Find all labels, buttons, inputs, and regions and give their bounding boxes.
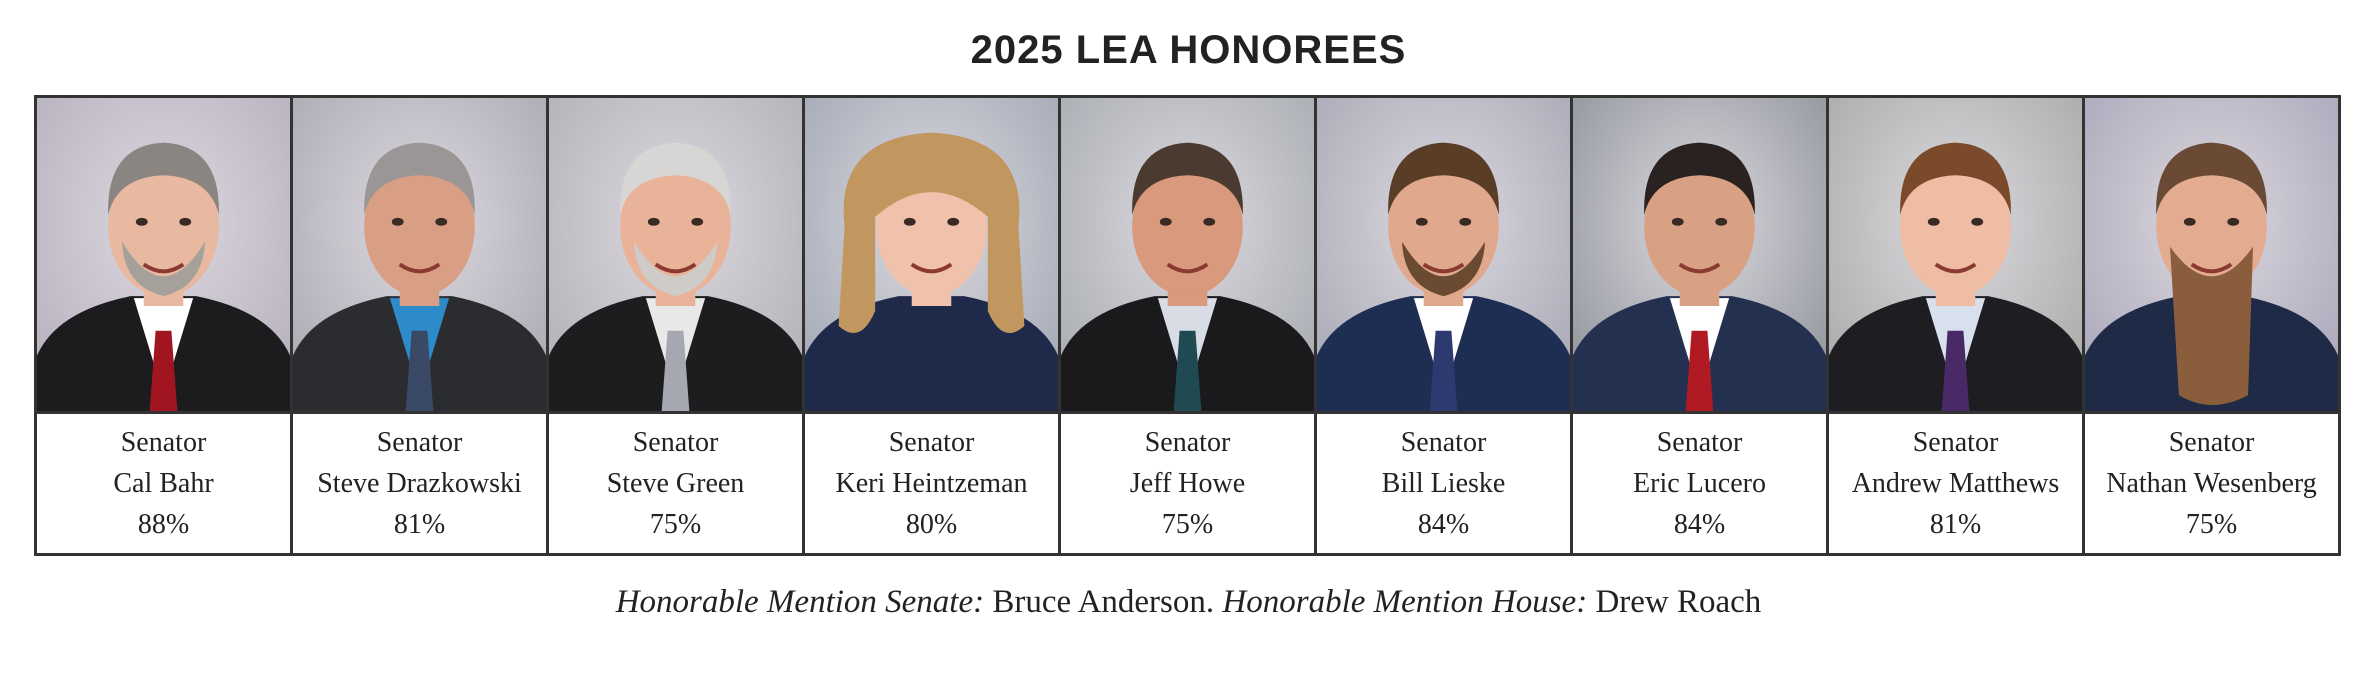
- portrait-illustration: [293, 98, 546, 411]
- honoree-portrait: [2085, 98, 2338, 414]
- honoree-name: Steve Drazkowski: [317, 468, 522, 499]
- honorable-mention-house-name: Drew Roach: [1595, 584, 1762, 620]
- portrait-illustration: [1317, 98, 1570, 411]
- portrait-illustration: [1061, 98, 1314, 411]
- honoree-score: 88%: [137, 509, 190, 540]
- honoree-card: [1061, 98, 1314, 553]
- honoree-caption: [1061, 414, 1314, 553]
- honoree-portrait: [1317, 98, 1570, 414]
- honoree-caption: [1317, 414, 1570, 553]
- honoree-card: [805, 98, 1058, 553]
- honoree-title: Senator: [1144, 427, 1231, 458]
- honorees-grid: [34, 95, 2341, 556]
- honoree-score: 81%: [1929, 509, 1982, 540]
- honoree-name: Cal Bahr: [113, 468, 214, 499]
- honoree-title: Senator: [888, 427, 975, 458]
- page-title: 2025 LEA HONOREES: [970, 28, 1407, 72]
- honorable-mention-senate-name: Bruce Anderson.: [992, 584, 1215, 620]
- honoree-score: 84%: [1673, 509, 1726, 540]
- portrait-illustration: [1573, 98, 1826, 411]
- honoree-card: [2085, 98, 2338, 553]
- honoree-title: Senator: [1400, 427, 1487, 458]
- honoree-name: Keri Heintzeman: [835, 468, 1028, 499]
- honoree-score: 81%: [393, 509, 446, 540]
- honoree-name: Steve Green: [606, 468, 745, 499]
- honoree-card: [1829, 98, 2082, 553]
- honoree-score: 80%: [905, 509, 958, 540]
- honoree-score: 75%: [2185, 509, 2238, 540]
- honoree-title: Senator: [120, 427, 207, 458]
- honoree-title: Senator: [1656, 427, 1743, 458]
- honoree-portrait: [1573, 98, 1826, 414]
- honoree-title: Senator: [2168, 427, 2255, 458]
- honoree-caption: [1829, 414, 2082, 553]
- honoree-portrait: [293, 98, 546, 414]
- honoree-card: [1573, 98, 1826, 553]
- honoree-name: Nathan Wesenberg: [2106, 468, 2317, 499]
- honoree-card: [1317, 98, 1570, 553]
- honoree-portrait: [37, 98, 290, 414]
- portrait-illustration: [37, 98, 290, 411]
- honoree-caption: [805, 414, 1058, 553]
- honoree-score: 75%: [1161, 509, 1214, 540]
- honoree-card: [549, 98, 802, 553]
- honoree-score: 84%: [1417, 509, 1470, 540]
- honoree-name: Andrew Matthews: [1851, 468, 2060, 499]
- honoree-portrait: [1061, 98, 1314, 414]
- portrait-illustration: [2085, 98, 2338, 411]
- portrait-illustration: [805, 98, 1058, 411]
- honoree-portrait: [549, 98, 802, 414]
- honoree-caption: [37, 414, 290, 553]
- honoree-portrait: [805, 98, 1058, 414]
- honoree-portrait: [1829, 98, 2082, 414]
- honoree-title: Senator: [376, 427, 463, 458]
- honoree-title: Senator: [632, 427, 719, 458]
- honoree-card: [293, 98, 546, 553]
- portrait-illustration: [1829, 98, 2082, 411]
- honoree-name: Eric Lucero: [1633, 468, 1766, 499]
- honoree-caption: [2085, 414, 2338, 553]
- honoree-caption: [1573, 414, 1826, 553]
- honorable-mentions: [0, 584, 2377, 621]
- portrait-illustration: [549, 98, 802, 411]
- honoree-name: Bill Lieske: [1381, 468, 1506, 499]
- honorable-mention-house-label: Honorable Mention House:: [1222, 584, 1588, 620]
- honorable-mention-senate-label: Honorable Mention Senate:: [615, 584, 985, 620]
- honoree-card: [37, 98, 290, 553]
- honoree-score: 75%: [649, 509, 702, 540]
- honoree-caption: [549, 414, 802, 553]
- honoree-title: Senator: [1912, 427, 1999, 458]
- honoree-caption: [293, 414, 546, 553]
- honoree-name: Jeff Howe: [1129, 468, 1246, 499]
